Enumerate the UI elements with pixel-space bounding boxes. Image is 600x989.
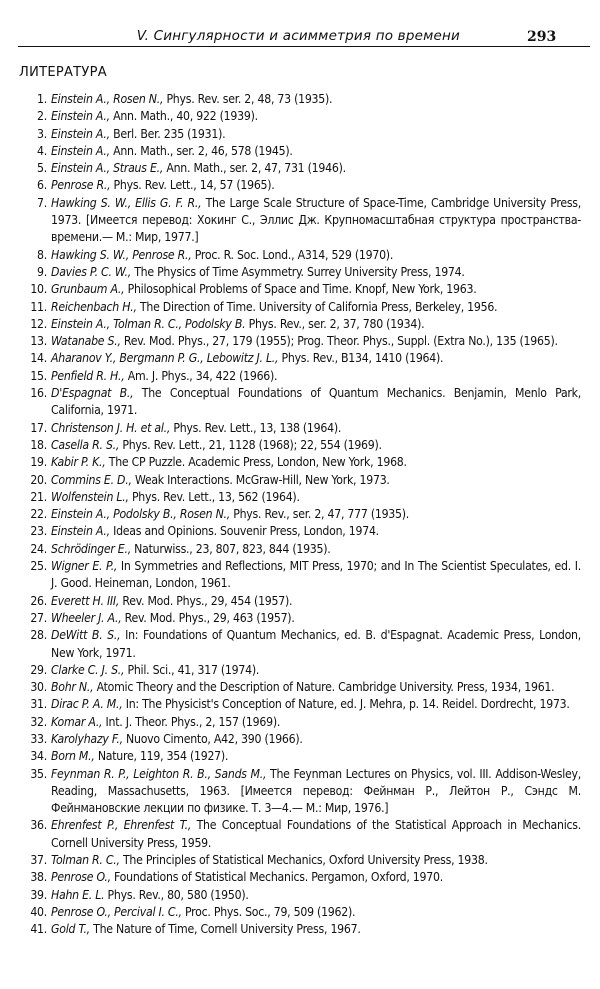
reference-number: 31. — [30, 697, 47, 712]
reference-authors: Grunbaum A., — [51, 282, 125, 297]
reference-authors: Einstein A., Tolman R. C., Podolsky B. — [51, 316, 246, 331]
reference-text: In: The Physicist's Conception of Nature, ed. J. Mehra, p. 14. Reidel. Dordrecht, 1973. — [122, 697, 570, 712]
reference-text: Nuovo Cimento, A42, 390 (1966). — [122, 731, 303, 746]
reference-item — [25, 869, 581, 886]
reference-number: 4. — [37, 143, 47, 158]
reference-authors: Dirac P. A. M., — [51, 697, 123, 712]
reference-item — [25, 558, 581, 593]
reference-item — [25, 748, 581, 765]
reference-item — [25, 523, 581, 540]
reference-number: 17. — [30, 420, 47, 435]
reference-authors: Reichenbach H., — [51, 299, 137, 314]
reference-text: The Principles of Statistical Mechanics, Oxford University Press, 1938. — [119, 853, 488, 868]
reference-authors: Komar A., — [51, 714, 103, 729]
reference-text: The Direction of Time. University of California Press, Berkeley, 1956. — [136, 299, 498, 314]
reference-item — [25, 817, 581, 852]
reference-text: The Nature of Time, Cornell University Press, 1967. — [89, 922, 361, 937]
reference-item — [25, 766, 581, 818]
reference-authors: Born M., — [51, 749, 95, 764]
page-number: 293 — [527, 29, 557, 45]
reference-text: The Feynman Lectures on Physics, vol. III. Addison-Wesley, Reading, Massachusetts, 1963. [Имеется перевод: Фейнман Р., Лейтон Р., Сэндс М. Фейнмановские лекции по физике. Т. 3—4.— М.: Мир, 1976.] — [51, 766, 582, 816]
reference-number: 19. — [30, 455, 47, 470]
reference-text: Int. J. Theor. Phys., 2, 157 (1969). — [102, 714, 281, 729]
running-title: V. Сингулярности и асимметрия по времени — [136, 28, 460, 44]
reference-item — [25, 472, 581, 489]
reference-number: 5. — [37, 161, 47, 176]
reference-item — [25, 281, 581, 298]
reference-number: 18. — [30, 437, 47, 452]
reference-item — [25, 662, 581, 679]
reference-text: The Conceptual Foundations of Quantum Mechanics. Benjamin, Menlo Park, California, 1971. — [51, 386, 582, 418]
reference-authors: Christenson J. H. et al., — [51, 420, 171, 435]
reference-item — [25, 541, 581, 558]
reference-item — [25, 852, 581, 869]
reference-number: 3. — [37, 126, 47, 141]
reference-number: 27. — [30, 610, 47, 625]
reference-item — [25, 160, 581, 177]
reference-number: 29. — [30, 662, 47, 677]
reference-item — [25, 696, 581, 713]
reference-number: 25. — [30, 559, 47, 574]
reference-number: 21. — [30, 489, 47, 504]
reference-number: 30. — [30, 680, 47, 695]
reference-authors: Casella R. S., — [51, 437, 120, 452]
reference-authors: Einstein A., Podolsky B., Rosen N., — [51, 507, 230, 522]
reference-text: Phys. Rev., ser. 2, 47, 777 (1935). — [230, 507, 410, 522]
reference-item — [25, 489, 581, 506]
reference-item — [25, 316, 581, 333]
reference-text: Rev. Mod. Phys., 29, 454 (1957). — [119, 593, 293, 608]
reference-number: 38. — [30, 870, 47, 885]
reference-number: 12. — [30, 316, 47, 331]
reference-item — [25, 679, 581, 696]
reference-item — [25, 627, 581, 662]
reference-number: 39. — [30, 887, 47, 902]
reference-item — [25, 385, 581, 420]
reference-authors: DeWitt B. S., — [51, 628, 121, 643]
reference-number: 20. — [30, 472, 47, 487]
reference-item — [25, 454, 581, 471]
reference-number: 11. — [30, 299, 47, 314]
reference-number: 13. — [30, 334, 47, 349]
reference-text: Naturwiss., 23, 807, 823, 844 (1935). — [130, 541, 331, 556]
reference-authors: Feynman R. P., Leighton R. B., Sands M., — [51, 766, 267, 781]
reference-text: Phys. Rev. Lett., 13, 562 (1964). — [128, 489, 300, 504]
reference-authors: Gold T., — [51, 922, 90, 937]
reference-text: In: Foundations of Quantum Mechanics, ed. B. d'Espagnat. Academic Press, London, New York, 1971. — [51, 628, 581, 660]
reference-authors: Clarke C. J. S., — [51, 662, 125, 677]
reference-text: Philosophical Problems of Space and Time. Knopf, New York, 1963. — [124, 282, 477, 297]
reference-item — [25, 714, 581, 731]
reference-number: 24. — [30, 541, 47, 556]
reference-text: Nature, 119, 354 (1927). — [94, 749, 229, 764]
reference-number: 2. — [37, 109, 47, 124]
header-rule — [18, 46, 590, 47]
reference-number: 9. — [37, 264, 47, 279]
reference-authors: Einstein A., — [51, 524, 110, 539]
reference-authors: Wheeler J. A., — [51, 610, 122, 625]
reference-item — [25, 904, 581, 921]
reference-number: 22. — [30, 507, 47, 522]
reference-number: 40. — [30, 904, 47, 919]
reference-authors: Wigner E. P., — [51, 559, 118, 574]
reference-item — [25, 593, 581, 610]
reference-item — [25, 195, 581, 247]
reference-authors: Hawking S. W., Ellis G. F. R., — [51, 195, 202, 210]
reference-item — [25, 437, 581, 454]
section-heading: ЛИТЕРАТУРА — [19, 65, 107, 80]
reference-text: The Physics of Time Asymmetry. Surrey University Press, 1974. — [130, 264, 465, 279]
reference-number: 15. — [30, 368, 47, 383]
reference-text: Phys. Rev., B134, 1410 (1964). — [278, 351, 444, 366]
reference-authors: Einstein A., — [51, 126, 110, 141]
reference-number: 16. — [30, 386, 47, 401]
reference-authors: Davies P. C. W., — [51, 264, 131, 279]
reference-number: 6. — [37, 178, 47, 193]
reference-text: Phys. Rev., 80, 580 (1950). — [104, 887, 249, 902]
reference-number: 1. — [37, 92, 47, 106]
reference-item — [25, 247, 581, 264]
reference-number: 7. — [37, 195, 47, 210]
reference-authors: Penrose O., Percival I. C., — [51, 904, 182, 919]
reference-text: Rev. Mod. Phys., 27, 179 (1955); Prog. Theor. Phys., Suppl. (Extra No.), 135 (1965). — [120, 334, 558, 349]
reference-text: The CP Puzzle. Academic Press, London, New York, 1968. — [105, 455, 407, 470]
reference-authors: Hahn E. L. — [51, 887, 105, 902]
reference-text: The Conceptual Foundations of the Statistical Approach in Mechanics. Cornell University Press, 1959. — [51, 818, 581, 850]
reference-authors: Bohr N., — [51, 680, 94, 695]
reference-authors: Karolyhazy F., — [51, 731, 123, 746]
reference-authors: D'Espagnat B., — [51, 386, 134, 401]
reference-item — [25, 299, 581, 316]
reference-number: 36. — [30, 818, 47, 833]
reference-authors: Everett H. III, — [51, 593, 120, 608]
reference-text: Ann. Math., ser. 2, 46, 578 (1945). — [109, 143, 293, 158]
reference-item — [25, 610, 581, 627]
reference-authors: Einstein A., Straus E., — [51, 161, 164, 176]
reference-text: Berl. Ber. 235 (1931). — [109, 126, 226, 141]
reference-authors: Penrose R., — [51, 178, 111, 193]
reference-text: Phys. Rev., ser. 2, 37, 780 (1934). — [245, 316, 425, 331]
reference-text: Ann. Math., 40, 922 (1939). — [109, 109, 258, 124]
reference-authors: Penrose O., — [51, 870, 111, 885]
reference-item — [25, 731, 581, 748]
reference-number: 10. — [30, 282, 47, 297]
reference-number: 41. — [30, 922, 47, 937]
reference-item — [25, 368, 581, 385]
reference-text: The Large Scale Structure of Space-Time, Cambridge University Press, 1973. [Имеется перевод: Хокинг С., Эллис Дж. Крупномасштабная структура пространства-времени.— М.: Мир, 1977.] — [51, 195, 581, 245]
reference-text: Weak Interactions. McGraw-Hill, New York, 1973. — [131, 472, 390, 487]
reference-item — [25, 91, 581, 108]
reference-text: In Symmetries and Reflections, MIT Press, 1970; and In The Scientist Speculates, ed. I. J. Good. Heineman, London, 1961. — [51, 559, 581, 591]
reference-text: Phys. Rev. Lett., 13, 138 (1964). — [170, 420, 342, 435]
reference-number: 32. — [30, 714, 47, 729]
reference-authors: Tolman R. C., — [51, 853, 120, 868]
reference-item — [25, 333, 581, 350]
reference-text: Phys. Rev. Lett., 21, 1128 (1968); 22, 554 (1969). — [119, 437, 382, 452]
reference-text: Phys. Rev. ser. 2, 48, 73 (1935). — [163, 92, 333, 106]
reference-authors: Einstein A., — [51, 143, 110, 158]
running-head — [0, 0, 600, 48]
reference-text: Proc. R. Soc. Lond., A314, 529 (1970). — [191, 247, 394, 262]
reference-item — [25, 177, 581, 194]
reference-list — [25, 91, 581, 939]
reference-authors: Aharanov Y., Bergmann P. G., Lebowitz J. L., — [51, 351, 279, 366]
reference-text: Rev. Mod. Phys., 29, 463 (1957). — [121, 610, 295, 625]
reference-number: 8. — [37, 247, 47, 262]
reference-text: Phil. Sci., 41, 317 (1974). — [124, 662, 260, 677]
reference-authors: Einstein A., Rosen N., — [51, 92, 164, 106]
reference-item — [25, 350, 581, 367]
reference-authors: Schrödinger E., — [51, 541, 131, 556]
reference-number: 28. — [30, 628, 47, 643]
reference-text: Atomic Theory and the Description of Nature. Cambridge University. Press, 1934, 1961. — [93, 680, 555, 695]
reference-number: 35. — [30, 766, 47, 781]
reference-number: 34. — [30, 749, 47, 764]
reference-authors: Kabir P. K., — [51, 455, 106, 470]
reference-text: Ann. Math., ser. 2, 47, 731 (1946). — [163, 161, 346, 176]
reference-number: 14. — [30, 351, 47, 366]
reference-text: Ideas and Opinions. Souvenir Press, London, 1974. — [109, 524, 379, 539]
reference-authors: Ehrenfest P., Ehrenfest T., — [51, 818, 192, 833]
reference-text: Am. J. Phys., 34, 422 (1966). — [124, 368, 278, 383]
reference-item — [25, 143, 581, 160]
reference-number: 37. — [30, 853, 47, 868]
reference-authors: Hawking S. W., Penrose R., — [51, 247, 192, 262]
reference-text: Proc. Phys. Soc., 79, 509 (1962). — [181, 904, 356, 919]
reference-item — [25, 887, 581, 904]
reference-text: Foundations of Statistical Mechanics. Pergamon, Oxford, 1970. — [110, 870, 443, 885]
reference-authors: Watanabe S., — [51, 334, 121, 349]
reference-authors: Penfield R. H., — [51, 368, 125, 383]
reference-item — [25, 506, 581, 523]
reference-number: 26. — [30, 593, 47, 608]
reference-item — [25, 420, 581, 437]
reference-item — [25, 921, 581, 938]
reference-authors: Wolfenstein L., — [51, 489, 129, 504]
reference-number: 23. — [30, 524, 47, 539]
reference-authors: Commins E. D., — [51, 472, 132, 487]
reference-text: Phys. Rev. Lett., 14, 57 (1965). — [110, 178, 275, 193]
reference-item — [25, 108, 581, 125]
reference-item — [25, 264, 581, 281]
reference-authors: Einstein A., — [51, 109, 110, 124]
reference-number: 33. — [30, 731, 47, 746]
reference-item — [25, 126, 581, 143]
